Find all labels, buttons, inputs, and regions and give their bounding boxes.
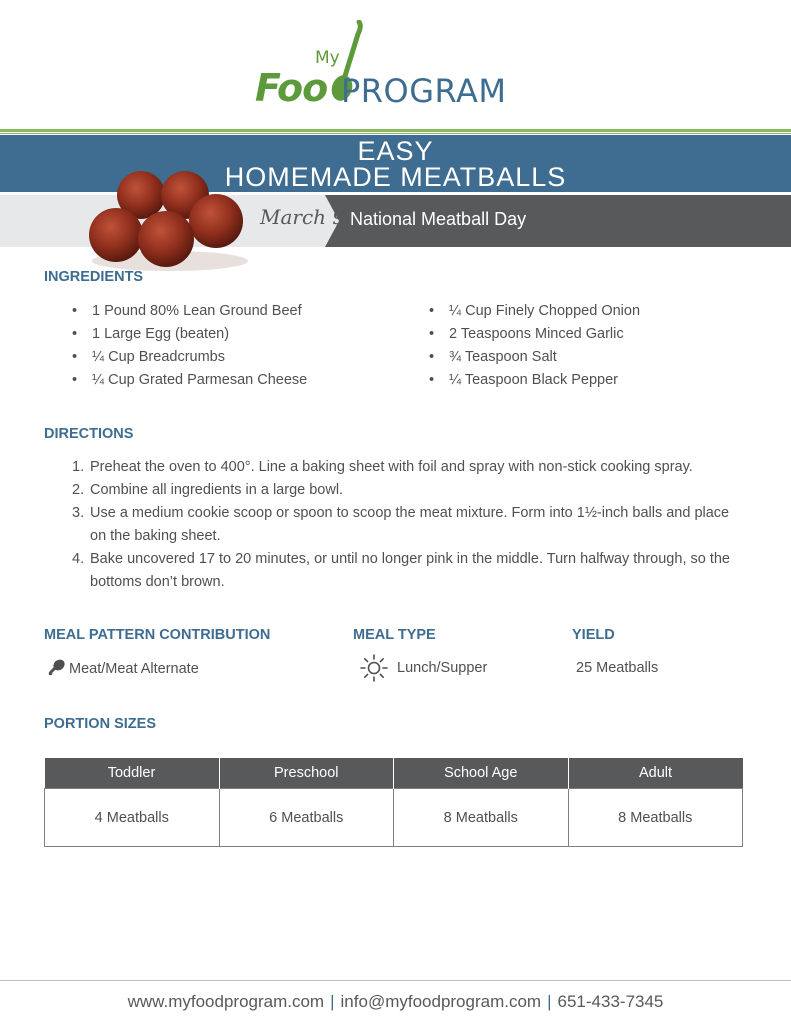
ingredient-item: • ¼ Cup Breadcrumbs <box>66 346 307 369</box>
portion-sizes-heading: PORTION SIZES <box>44 716 156 732</box>
column-header: Toddler <box>45 758 220 789</box>
step-text: Use a medium cookie scoop or spoon to scoop the meat mixture. Form into 1½-inch balls and place on the baking sheet. <box>90 505 730 544</box>
direction-step <box>44 479 744 502</box>
phone-number: 651-433-7345 <box>557 992 664 1011</box>
yield-value: 25 Meatballs <box>576 660 659 676</box>
logo-program-text: PROGRAM <box>341 72 507 110</box>
step-text: Bake uncovered 17 to 20 minutes, or until no longer pink in the middle. Turn halfway through, so the bottoms don’t brown. <box>90 551 730 590</box>
direction-step <box>44 456 744 479</box>
ingredient-item: • 2 Teaspoons Minced Garlic <box>423 323 640 346</box>
meal-type-heading: MEAL TYPE <box>353 627 436 643</box>
footer-separator: | <box>330 992 335 1011</box>
header-divider-thin <box>0 133 791 134</box>
table-cell: 6 Meatballs <box>219 789 394 847</box>
direction-step <box>44 548 744 594</box>
column-header: School Age <box>394 758 569 789</box>
ingredient-item: • ¼ Cup Finely Chopped Onion <box>423 300 640 323</box>
table-cell: 8 Meatballs <box>394 789 569 847</box>
footer-separator: | <box>547 992 552 1011</box>
step-number: 2. <box>72 482 85 498</box>
recipe-title-line-1: EASY <box>357 136 434 166</box>
logo-food-text: Foo <box>255 66 328 110</box>
meal-pattern-value: Meat/Meat Alternate <box>69 661 199 677</box>
occasion-date: March 9 <box>260 205 346 229</box>
ingredient-item: • ¾ Teaspoon Salt <box>423 346 640 369</box>
ingredient-item: • ¼ Teaspoon Black Pepper <box>423 369 640 392</box>
ingredient-item: • ¼ Cup Grated Parmesan Cheese <box>66 369 307 392</box>
table-cell: 4 Meatballs <box>45 789 220 847</box>
occasion-name: National Meatball Day <box>350 209 527 229</box>
meal-pattern-heading: MEAL PATTERN CONTRIBUTION <box>44 627 271 643</box>
ingredients-list-left <box>66 300 307 392</box>
ingredient-item: • 1 Large Egg (beaten) <box>66 323 307 346</box>
step-number: 3. <box>72 505 85 521</box>
drumstick-icon <box>48 658 66 676</box>
logo <box>255 20 545 112</box>
email-link[interactable]: info@myfoodprogram.com <box>340 992 542 1011</box>
step-number: 4. <box>72 551 85 567</box>
yield-heading: YIELD <box>572 627 615 643</box>
footer-divider <box>0 980 791 981</box>
logo-my-text: My <box>315 48 340 68</box>
directions-heading: DIRECTIONS <box>44 426 134 442</box>
recipe-title-line-2: HOMEMADE MEATBALLS <box>224 162 567 192</box>
directions-list <box>44 456 744 594</box>
ingredients-list-right <box>423 300 640 392</box>
footer-contact <box>0 992 791 1012</box>
table-cell: 8 Meatballs <box>568 789 743 847</box>
column-header: Adult <box>568 758 743 789</box>
step-number: 1. <box>72 459 85 475</box>
ingredient-item: • 1 Pound 80% Lean Ground Beef <box>66 300 307 323</box>
website-link[interactable]: www.myfoodprogram.com <box>127 992 325 1011</box>
portion-sizes-table <box>44 758 743 847</box>
step-text: Combine all ingredients in a large bowl. <box>90 482 344 498</box>
header-divider <box>0 129 791 132</box>
meatballs-illustration <box>86 165 254 275</box>
table-header-row <box>45 758 743 789</box>
column-header: Preschool <box>219 758 394 789</box>
step-text: Preheat the oven to 400°. Line a baking sheet with foil and spray with non-stick cooking spray. <box>90 459 693 475</box>
meal-type-value: Lunch/Supper <box>397 660 488 676</box>
sun-icon <box>360 654 388 682</box>
ingredients-heading: INGREDIENTS <box>44 269 144 285</box>
table-row <box>45 789 743 847</box>
direction-step <box>44 502 744 548</box>
